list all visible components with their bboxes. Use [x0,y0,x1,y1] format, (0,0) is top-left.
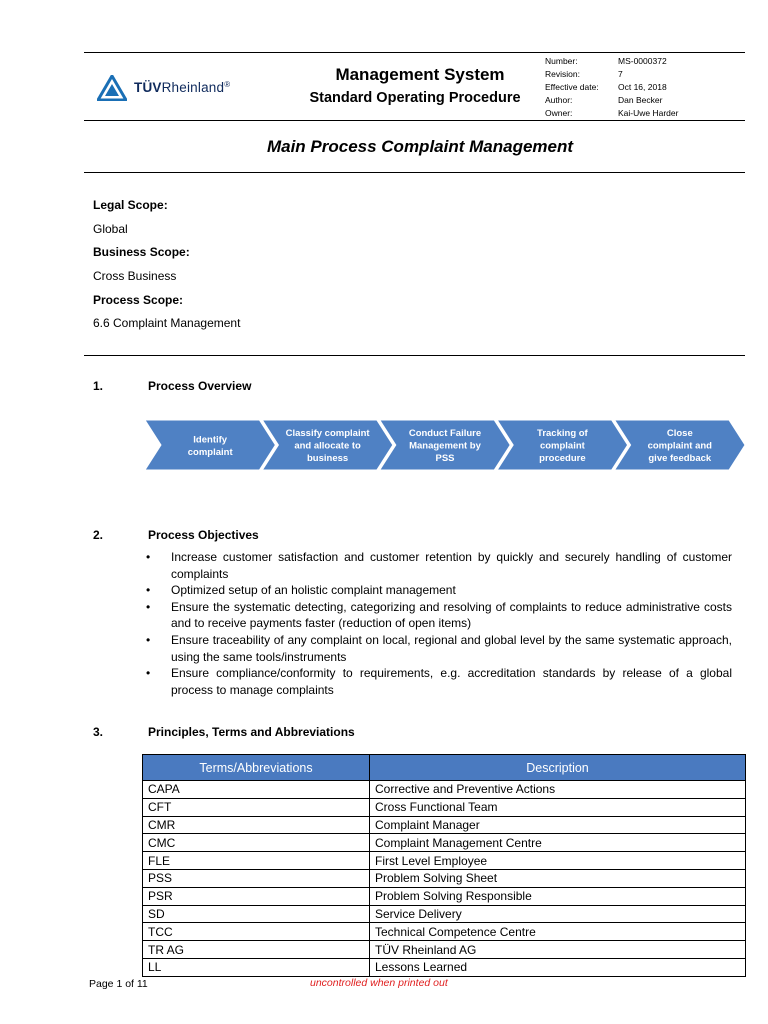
section-3-title: Principles, Terms and Abbreviations [148,725,355,739]
table-row [143,941,746,959]
table-row [143,869,746,887]
header-top-rule [84,52,745,53]
table-row [143,905,746,923]
title-rule [84,172,745,173]
section-3-number: 3. [93,725,104,739]
description-cell: Problem Solving Sheet [370,869,746,887]
logo-wordmark: TÜVRheinland® [134,80,231,95]
process-scope-value: 6.6 Complaint Management [93,316,241,330]
meta-value: MS-0000372 [618,56,667,66]
table-header-row [143,755,746,781]
meta-label: Owner: [545,108,573,118]
list-item: • Ensure traceability of any complaint on local, regional and global level by the same systematic approach, using the same tools/instruments [145,632,732,665]
term-cell: SD [143,905,370,923]
term-cell: CMR [143,816,370,834]
process-flow-diagram [145,420,745,470]
document-meta [545,55,678,120]
table-row [143,798,746,816]
term-cell: CAPA [143,781,370,799]
term-cell: PSR [143,887,370,905]
sop-title: Standard Operating Procedure [309,90,521,106]
table-row [143,781,746,799]
table-row [143,834,746,852]
process-scope-label: Process Scope: [93,293,184,307]
process-step [497,420,627,470]
description-cell: Lessons Learned [370,958,746,976]
term-cell: LL [143,958,370,976]
process-step [262,420,392,470]
description-cell: Technical Competence Centre [370,923,746,941]
objectives-list [145,549,732,698]
process-step [615,420,745,470]
section-1-number: 1. [93,379,104,393]
section-2-number: 2. [93,528,104,542]
description-cell: First Level Employee [370,852,746,870]
meta-label: Effective date: [545,82,599,92]
document-title: Main Process Complaint Management [266,137,574,156]
list-item: • Optimized setup of an holistic complaint management [145,582,732,599]
meta-label: Author: [545,95,573,105]
header-bottom-rule [84,120,745,121]
section-2-title: Process Objectives [148,528,259,542]
business-scope-label: Business Scope: [93,245,190,259]
description-cell: Service Delivery [370,905,746,923]
term-cell: CMC [143,834,370,852]
list-item: • Ensure the systematic detecting, categorizing and resolving of complaints to reduce administrative costs and to receive payments faster (reduction of open items) [145,599,732,632]
meta-label: Revision: [545,69,580,79]
column-header-terms: Terms/Abbreviations [143,755,370,781]
term-cell: TCC [143,923,370,941]
list-item: • Increase customer satisfaction and customer retention by quickly and securely handling of customer complaints [145,549,732,582]
process-step-label: Close complaint and give feedback [647,428,713,464]
meta-label: Number: [545,56,578,66]
table-row [143,887,746,905]
description-cell: Problem Solving Responsible [370,887,746,905]
terms-table [142,754,746,977]
process-step-label: Tracking of complaint procedure [537,428,588,464]
process-step-label: Conduct Failure Management by PSS [408,428,482,464]
print-control-note: uncontrolled when printed out [310,977,448,989]
process-step-label: Classify complaint and allocate to business [285,428,370,464]
meta-value: Kai-Uwe Harder [618,108,679,118]
table-row [143,923,746,941]
table-row [143,958,746,976]
meta-value: 7 [618,69,623,79]
term-cell: CFT [143,798,370,816]
description-cell: Cross Functional Team [370,798,746,816]
legal-scope-value: Global [93,222,128,236]
term-cell: FLE [143,852,370,870]
section-1-title: Process Overview [148,379,252,393]
list-item: • Ensure compliance/conformity to requirements, e.g. accreditation standards by release of a global process to manage complaints [145,665,732,698]
term-cell: TR AG [143,941,370,959]
meta-value: Oct 16, 2018 [618,82,667,92]
legal-scope-label: Legal Scope: [93,198,168,212]
term-cell: PSS [143,869,370,887]
business-scope-value: Cross Business [93,269,177,283]
column-header-description: Description [370,755,746,781]
tuv-triangle-icon [97,75,127,101]
process-step-label: Identify complaint [187,434,233,458]
page-number: Page 1 of 11 [89,978,148,990]
table-row [143,816,746,834]
table-row [143,852,746,870]
scope-rule [84,355,745,356]
description-cell: Complaint Management Centre [370,834,746,852]
description-cell: TÜV Rheinland AG [370,941,746,959]
description-cell: Corrective and Preventive Actions [370,781,746,799]
process-step [145,420,275,470]
meta-value: Dan Becker [618,95,663,105]
system-title: Management System [335,65,505,84]
process-step [380,420,510,470]
description-cell: Complaint Manager [370,816,746,834]
